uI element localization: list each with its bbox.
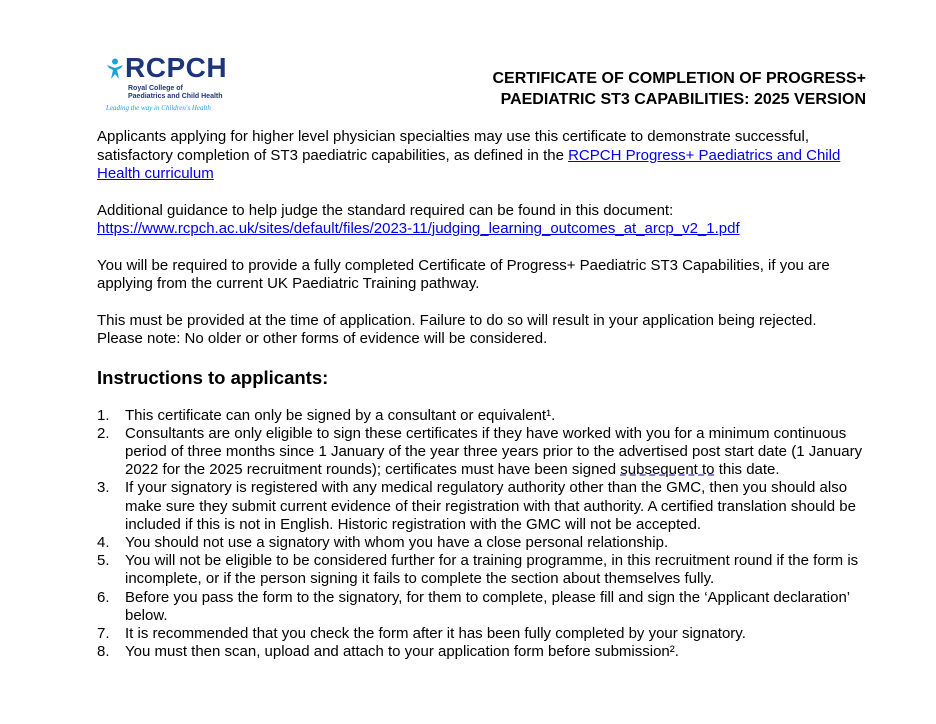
item-text-underlined: subsequent to [620, 461, 715, 479]
document-title [493, 68, 867, 110]
item-text: Consultants are only eligible to sign these certificates if they have worked with you for a minimum continuous period of three months since 1 January of the year three years prior to the advertised post start date (1 January 2022 for the 2025 recruitment rounds); certificates must have been signed [125, 424, 863, 479]
item-text: You must then scan, upload and attach to your application form before submission². [125, 643, 679, 661]
logo-subtitle-line1: Royal College of [128, 85, 183, 92]
title-line2: PAEDIATRIC ST3 CAPABILITIES: 2025 VERSION [500, 91, 866, 108]
warning-line2: Please note: No older or other forms of evidence will be considered. [97, 330, 548, 347]
item-number: 1. [97, 406, 110, 424]
item-number: 7. [97, 624, 110, 642]
title-line1: CERTIFICATE OF COMPLETION OF PROGRESS+ [492, 70, 866, 87]
figure-icon [106, 58, 124, 80]
list-item [97, 479, 872, 534]
item-text: It is recommended that you check the form after it has been fully completed by your signatory. [125, 624, 746, 642]
item-number: 6. [97, 588, 110, 606]
list-item [97, 589, 872, 625]
guidance-link[interactable]: https://www.rcpch.ac.uk/sites/default/files/2023-11/judging_learning_outcomes_at_arcp_v2_1.pdf [97, 220, 740, 237]
document-body [97, 128, 872, 661]
logo-wordmark: RCPCH [125, 52, 228, 83]
item-number: 2. [97, 424, 110, 442]
instructions-heading: Instructions to applicants: [97, 366, 329, 388]
item-text-end: this date. [714, 461, 780, 479]
item-text: You will not be eligible to be considered further for a training programme, in this recruitment round if the form is incomplete, or if the person signing it fails to complete the section about themselves fully. [125, 552, 859, 588]
logo-tagline: Leading the way in Children's Health [106, 104, 211, 112]
item-text: You should not use a signatory with whom you have a close personal relationship. [125, 533, 669, 551]
requirement-paragraph: You will be required to provide a fully completed Certificate of Progress+ Paediatric ST3 Capabilities, if you are applying from the current UK Paediatric Training pathway. [97, 256, 830, 292]
guidance-paragraph [97, 202, 872, 239]
warning-line1: This must be provided at the time of application. Failure to do so will result in your application being rejected. [97, 311, 817, 329]
item-number: 3. [97, 479, 110, 497]
list-item [97, 425, 872, 480]
item-number: 4. [97, 533, 110, 551]
item-number: 8. [97, 643, 110, 661]
item-text: If your signatory is registered with any medical regulatory authority other than the GMC, then you should also make sure they submit current evidence of their registration with that authority. A certified translation should be included if this is not in English. Historic registration with the GMC will not be accepted. [125, 479, 856, 533]
curriculum-link[interactable]: RCPCH Progress+ Paediatrics and Child Health curriculum [97, 146, 841, 182]
rcpch-logo [106, 54, 246, 116]
item-number: 5. [97, 552, 110, 570]
list-item [97, 407, 872, 425]
list-item [97, 643, 872, 661]
warning-paragraph [97, 312, 872, 349]
intro-paragraph [97, 128, 872, 184]
item-text: This certificate can only be signed by a consultant or equivalent¹. [125, 406, 556, 424]
guidance-text: Additional guidance to help judge the standard required can be found in this document: [97, 201, 674, 219]
instructions-list [97, 407, 872, 662]
list-item [97, 534, 872, 552]
item-text: Before you pass the form to the signatory, for them to complete, please fill and sign the ‘Applicant declaration’ below. [125, 588, 850, 624]
list-item [97, 552, 872, 588]
list-item [97, 625, 872, 643]
logo-subtitle-line2: Paediatrics and Child Health [128, 93, 223, 100]
intro-text: Applicants applying for higher level physician specialties may use this certificate to demonstrate successful, satisfactory completion of ST3 paediatric capabilities, as defined in the [97, 128, 810, 164]
